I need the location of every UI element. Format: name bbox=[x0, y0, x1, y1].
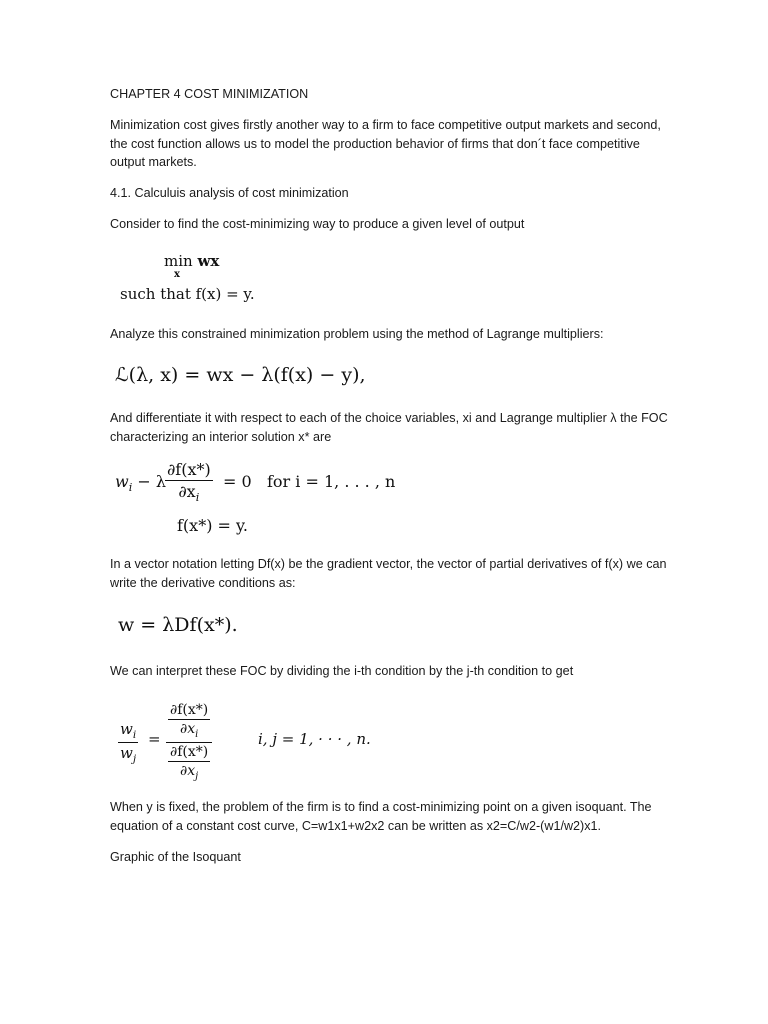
eq1-objective: wx bbox=[197, 252, 220, 270]
intro-paragraph: Minimization cost gives firstly another way to a firm to face competitive output markets and second, the cost function allows us to model the production behavior of firms that don´t face competitive output markets. bbox=[110, 118, 661, 170]
eq3-w: w bbox=[115, 472, 129, 491]
eq1-min: min bbox=[164, 252, 193, 270]
eq5-wi-sub: i bbox=[132, 729, 137, 741]
consider-text: Consider to find the cost-minimizing way to produce a given level of output bbox=[110, 217, 525, 231]
equation-gradient: w = λDf(x*). bbox=[118, 614, 238, 636]
eq3-w-sub: i bbox=[128, 481, 133, 494]
lagrange-text: Analyze this constrained minimization problem using the method of Lagrange multipliers: bbox=[110, 327, 604, 341]
eq1-constraint: such that f(x) = y. bbox=[120, 285, 255, 303]
eq5-equals: = bbox=[148, 730, 161, 748]
eq5-range: i, j = 1, · · · , n. bbox=[258, 730, 371, 748]
eq5-big-fraction bbox=[166, 702, 212, 782]
eq5-wj: w bbox=[120, 744, 133, 762]
eq5-den-bottom: ∂x bbox=[180, 763, 196, 779]
eq3-numerator: ∂f(x*) bbox=[167, 460, 211, 479]
eq5-num-bottom-sub: i bbox=[195, 729, 199, 740]
eq3-for: for i = 1, . . . , n bbox=[267, 472, 396, 491]
equation-foc bbox=[115, 460, 405, 546]
differentiate-text: And differentiate it with respect to each of the choice variables, xi and Lagrange multiplier λ the FOC characterizing an interior solution x* are bbox=[110, 411, 668, 444]
section-heading: 4.1. Calculuis analysis of cost minimization bbox=[110, 186, 349, 200]
eq3-denominator: ∂x bbox=[178, 482, 196, 501]
eq3-fraction bbox=[165, 460, 213, 504]
chapter-title: CHAPTER 4 COST MINIMIZATION bbox=[110, 87, 309, 101]
eq5-num-bottom: ∂x bbox=[179, 721, 196, 737]
eq5-den-top: ∂f(x*) bbox=[170, 744, 209, 760]
interpret-text: We can interpret these FOC by dividing the i-th condition by the j-th condition to get bbox=[110, 664, 574, 678]
eq5-den-bottom-sub: j bbox=[195, 771, 199, 782]
equation-minimization bbox=[120, 252, 290, 316]
eq5-wj-sub: j bbox=[132, 753, 137, 765]
eq5-wi: w bbox=[120, 720, 133, 738]
equation-lagrangian: ℒ(λ, x) = wx − λ(f(x) − y), bbox=[115, 364, 366, 386]
eq3-den-sub: i bbox=[195, 491, 200, 504]
eq1-variable: x bbox=[174, 269, 180, 280]
eq3-minus-lambda: − λ bbox=[137, 472, 167, 491]
isoquant-text: When y is fixed, the problem of the firm is to find a cost-minimizing point on a given isoquant. The equation of a constant cost curve, C=w1x1+w2x2 can be written as x2=C/w2-(w1/w2)x1. bbox=[110, 800, 652, 833]
eq5-num-top: ∂f(x*) bbox=[170, 702, 209, 718]
vector-text: In a vector notation letting Df(x) be the gradient vector, the vector of partial derivatives of f(x) we can write the derivative conditions as: bbox=[110, 557, 667, 590]
eq3-rhs: = 0 bbox=[223, 472, 252, 491]
eq3-constraint: f(x*) = y. bbox=[177, 516, 249, 535]
eq5-w-ratio bbox=[118, 720, 138, 765]
graphic-heading: Graphic of the Isoquant bbox=[110, 850, 241, 864]
equation-ratio bbox=[118, 702, 378, 782]
